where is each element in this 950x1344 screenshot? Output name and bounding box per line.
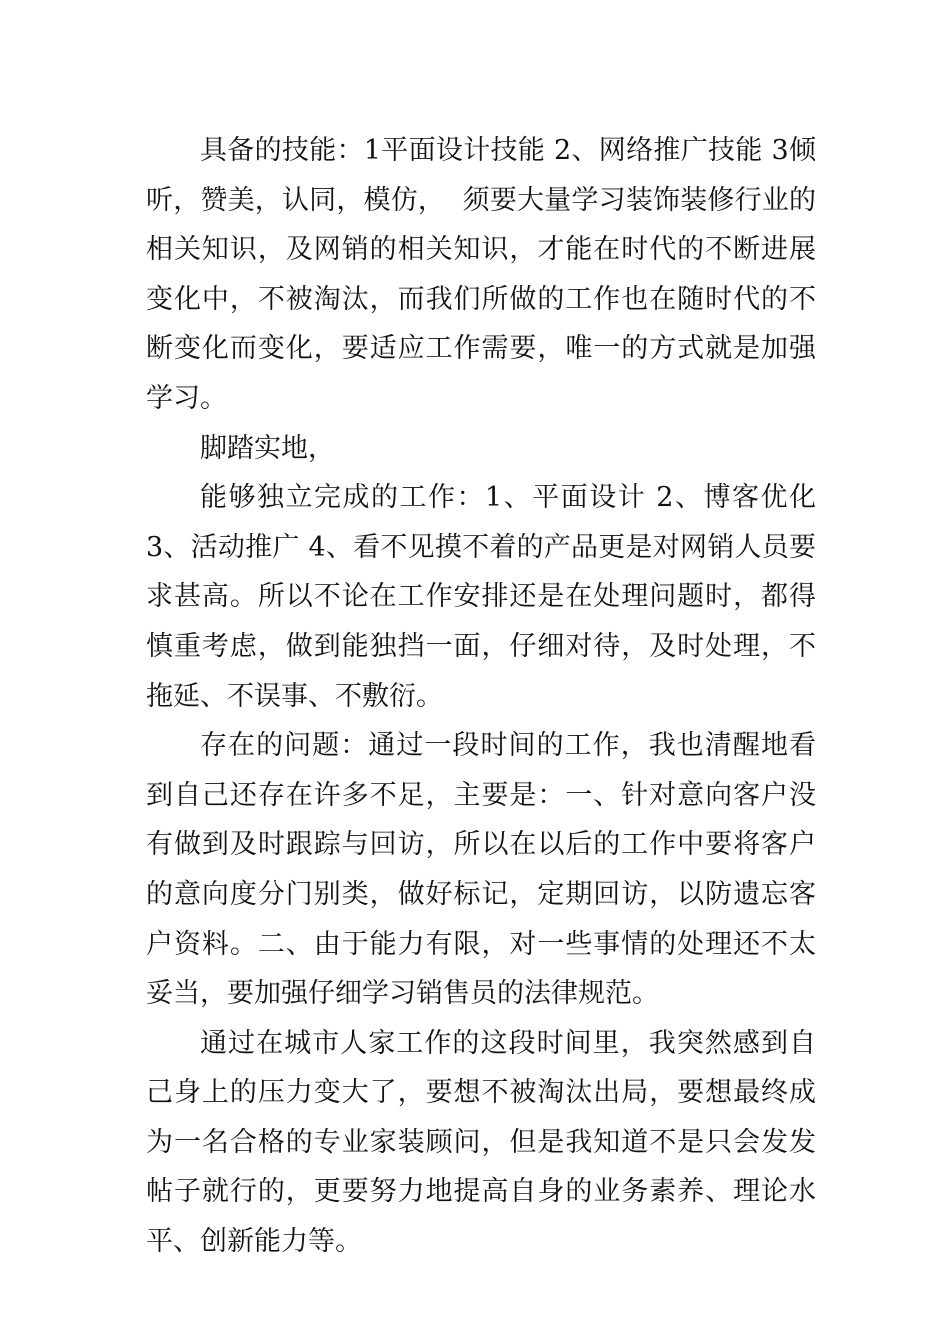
paragraph-independent-work: 能够独立完成的工作：1、平面设计 2、博客优化 3、活动推广 4、看不见摸不着的产品更是对网销人员要求甚高。所以不论在工作安排还是在处理问题时，都得慎重考虑，做到能独挡一面，仔细对待，及时处理，不拖延、不误事、不敷衍。 (146, 482, 825, 712)
paragraph-skills: 具备的技能：1平面设计技能 2、网络推广技能 3倾听，赞美，认同，模仿， 须要大量学习装饰装修行业的相关知识，及网销的相关知识，才能在时代的不断进展变化中，不被淘汰，而我们所做的工作也在随时代的不断变化而变化，要适应工作需要，唯一的方式就是加强学习。 (146, 135, 816, 414)
paragraph-problems: 存在的问题：通过一段时间的工作，我也清醒地看到自己还存在许多不足，主要是：一、针对意向客户没有做到及时跟踪与回访，所以在以后的工作中要将客户的意向度分门别类，做好标记，定期回访，以防遗忘客户资料。二、由于能力有限，对一些事情的处理还不太妥当，要加强仔细学习销售员的法律规范。 (146, 730, 816, 1010)
paragraph-down-to-earth: 脚踏实地， (200, 432, 335, 464)
document-body (146, 126, 825, 1267)
paragraph-reflection: 通过在城市人家工作的这段时间里，我突然感到自己身上的压力变大了，要想不被淘汰出局，要想最终成为一名合格的专业家装顾问，但是我知道不是只会发发帖子就行的，更要努力地提高自身的业务素养、理论水平、创新能力等。 (146, 1027, 816, 1258)
